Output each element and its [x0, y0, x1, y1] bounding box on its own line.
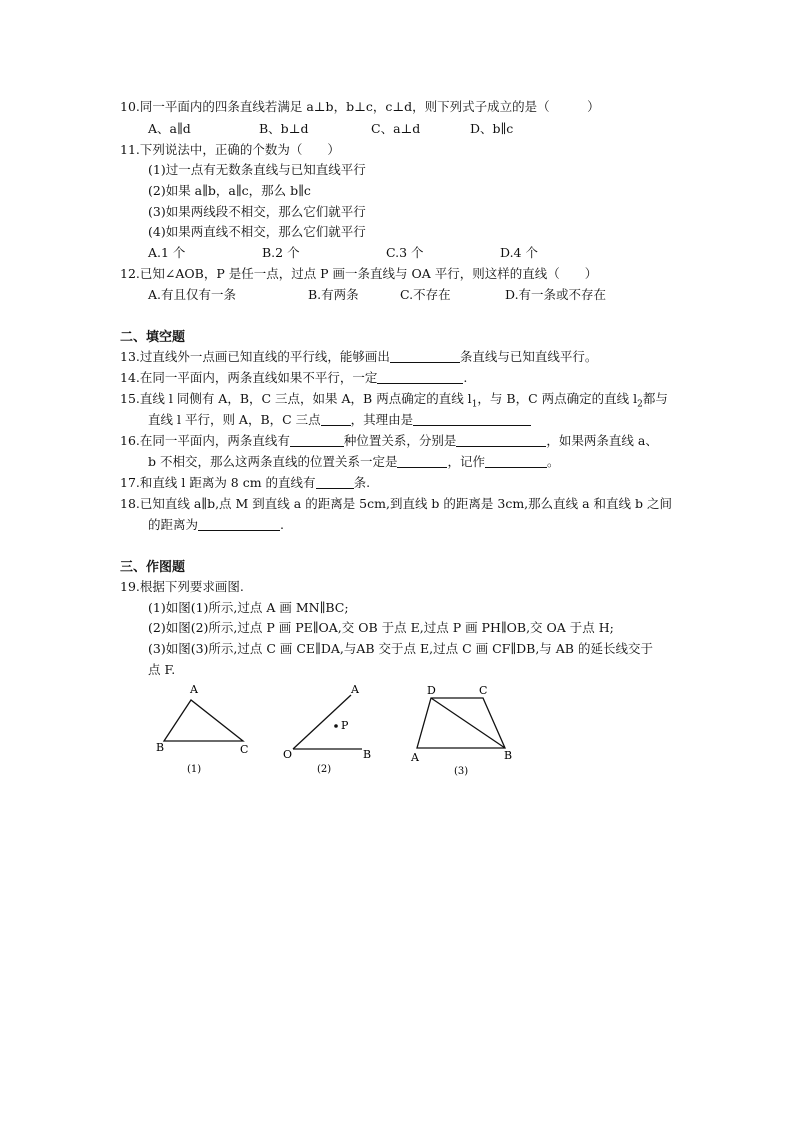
q15-answer-blank-1[interactable]	[321, 413, 351, 426]
q15-text-a: 15.直线 l 同侧有 A，B，C 三点，如果 A，B 两点确定的直线 l	[120, 391, 472, 406]
section-drawing-heading: 三、作图题	[120, 560, 186, 575]
q14-answer-blank[interactable]	[377, 371, 463, 384]
q11-statement-1: (1)过一点有无数条直线与已知直线平行	[148, 162, 366, 177]
fig3-label-d: D	[427, 684, 436, 697]
q15-subscript-1: 1	[471, 399, 478, 410]
q12-option-a: A.有且仅有一条	[148, 287, 237, 302]
q15-line1	[120, 389, 668, 410]
q16-line1	[120, 431, 658, 449]
q15-text-b: ，与 B，C 两点确定的直线 l	[477, 391, 638, 406]
q16-text-d: b 不相交，那么这两条直线的位置关系一定是	[148, 454, 398, 469]
triangle-abc	[164, 700, 243, 741]
q13	[120, 347, 597, 365]
q10-option-a: A、a∥d	[148, 121, 191, 136]
trapezoid-abcd	[417, 698, 505, 748]
q15-text-c: 都与	[642, 391, 668, 406]
q14-text-before: 14.在同一平面内，两条直线如果不平行，一定	[120, 370, 378, 385]
q11-option-d: D.4 个	[500, 245, 538, 260]
q17-answer-blank[interactable]	[316, 476, 354, 489]
q16-text-b: 种位置关系，分别是	[343, 433, 457, 448]
q19-stem: 19.根据下列要求画图.	[120, 579, 244, 594]
q19-item-3-continued: 点 F.	[148, 662, 176, 677]
fig2-caption: (2)	[317, 764, 332, 775]
q16-line2	[148, 452, 560, 470]
q19-item-3: (3)如图(3)所示,过点 C 画 CE∥DA,与AB 交于点 E,过点 C 画 CF∥DB,与 AB 的延长线交于	[148, 641, 653, 656]
fig3-caption: (3)	[454, 766, 469, 777]
fig1-label-c: C	[240, 743, 249, 756]
q15-text-d: 直线 l 平行，则 A，B，C 三点	[148, 412, 321, 427]
figure-1-triangle	[150, 680, 260, 780]
q16-answer-blank-3[interactable]	[397, 455, 447, 468]
q13-text-before: 13.过直线外一点画已知直线的平行线，能够画出	[120, 349, 390, 364]
q18-text-b: .	[280, 517, 284, 532]
q15-text-e: ，其理由是	[350, 412, 414, 427]
fig1-label-a: A	[190, 683, 198, 696]
fig1-label-b: B	[156, 741, 165, 754]
q11-option-a: A.1 个	[148, 245, 186, 260]
q19-item-1: (1)如图(1)所示,过点 A 画 MN∥BC;	[148, 600, 349, 615]
q12-stem: 12.已知∠AOB，P 是任一点，过点 P 画一条直线与 OA 平行，则这样的直线（ ）	[120, 266, 598, 281]
q19-item-2: (2)如图(2)所示,过点 P 画 PE∥OA,交 OB 于点 E,过点 P 画 PH∥OB,交 OA 于点 H;	[148, 620, 614, 635]
q15-subscript-2: 2	[637, 399, 643, 410]
q10-option-c: C、a⊥d	[371, 121, 421, 136]
q16-text-f: 。	[547, 454, 560, 469]
section-fill-blank-heading: 二、填空题	[120, 330, 186, 345]
q16-answer-blank-4[interactable]	[485, 455, 547, 468]
q11-stem: 11.下列说法中，正确的个数为（ ）	[120, 142, 340, 157]
fig3-label-b: B	[504, 749, 513, 762]
fig2-label-p: P	[341, 719, 349, 732]
fig3-label-a: A	[411, 751, 419, 764]
q14	[120, 368, 467, 386]
q16-answer-blank-2[interactable]	[456, 434, 546, 447]
q10-option-b: B、b⊥d	[259, 121, 309, 136]
q15-answer-blank-2[interactable]	[413, 413, 531, 426]
figure-3-trapezoid	[405, 680, 525, 780]
q11-option-b: B.2 个	[262, 245, 300, 260]
fig2-label-b: B	[363, 748, 372, 761]
q11-statement-4: (4)如果两直线不相交，那么它们就平行	[148, 224, 366, 239]
q10-option-d: D、b∥c	[470, 121, 514, 136]
q17-text-after: 条.	[353, 475, 371, 490]
q16-text-e: ，记作	[447, 454, 485, 469]
q14-text-after: .	[463, 370, 468, 385]
q12-option-c: C.不存在	[400, 287, 451, 302]
q13-text-after: 条直线与已知直线平行。	[459, 349, 598, 364]
figure-2-angle	[280, 678, 380, 780]
fig3-label-c: C	[479, 684, 488, 697]
q12-option-b: B.有两条	[308, 287, 359, 302]
fig1-caption: (1)	[187, 764, 202, 775]
q16-text-a: 16.在同一平面内，两条直线有	[120, 433, 290, 448]
q11-option-c: C.3 个	[386, 245, 424, 260]
q16-answer-blank-1[interactable]	[290, 434, 344, 447]
q17-text-before: 17.和直线 l 距离为 8 cm 的直线有	[120, 475, 316, 490]
q17	[120, 473, 370, 491]
q11-statement-3: (3)如果两线段不相交，那么它们就平行	[148, 204, 366, 219]
q11-statement-2: (2)如果 a∥b，a∥c，那么 b∥c	[148, 183, 311, 198]
q13-answer-blank[interactable]	[390, 350, 460, 363]
fig2-label-o: O	[283, 748, 293, 761]
q18-line1: 18.已知直线 a∥b,点 M 到直线 a 的距离是 5cm,到直线 b 的距离是 3cm,那么直线 a 和直线 b 之间	[120, 496, 673, 511]
q18-text-a: 的距离为	[148, 517, 199, 532]
q12-option-d: D.有一条或不存在	[505, 287, 607, 302]
q10-stem: 10.同一平面内的四条直线若满足 a⊥b，b⊥c，c⊥d，则下列式子成立的是（ ）	[120, 99, 600, 114]
q16-text-c: ，如果两条直线 a、	[546, 433, 658, 448]
fig2-label-a: A	[351, 683, 359, 696]
q15-line2	[148, 410, 531, 428]
q18-line2	[148, 515, 284, 533]
q18-answer-blank[interactable]	[198, 518, 280, 531]
point-p	[334, 724, 338, 728]
